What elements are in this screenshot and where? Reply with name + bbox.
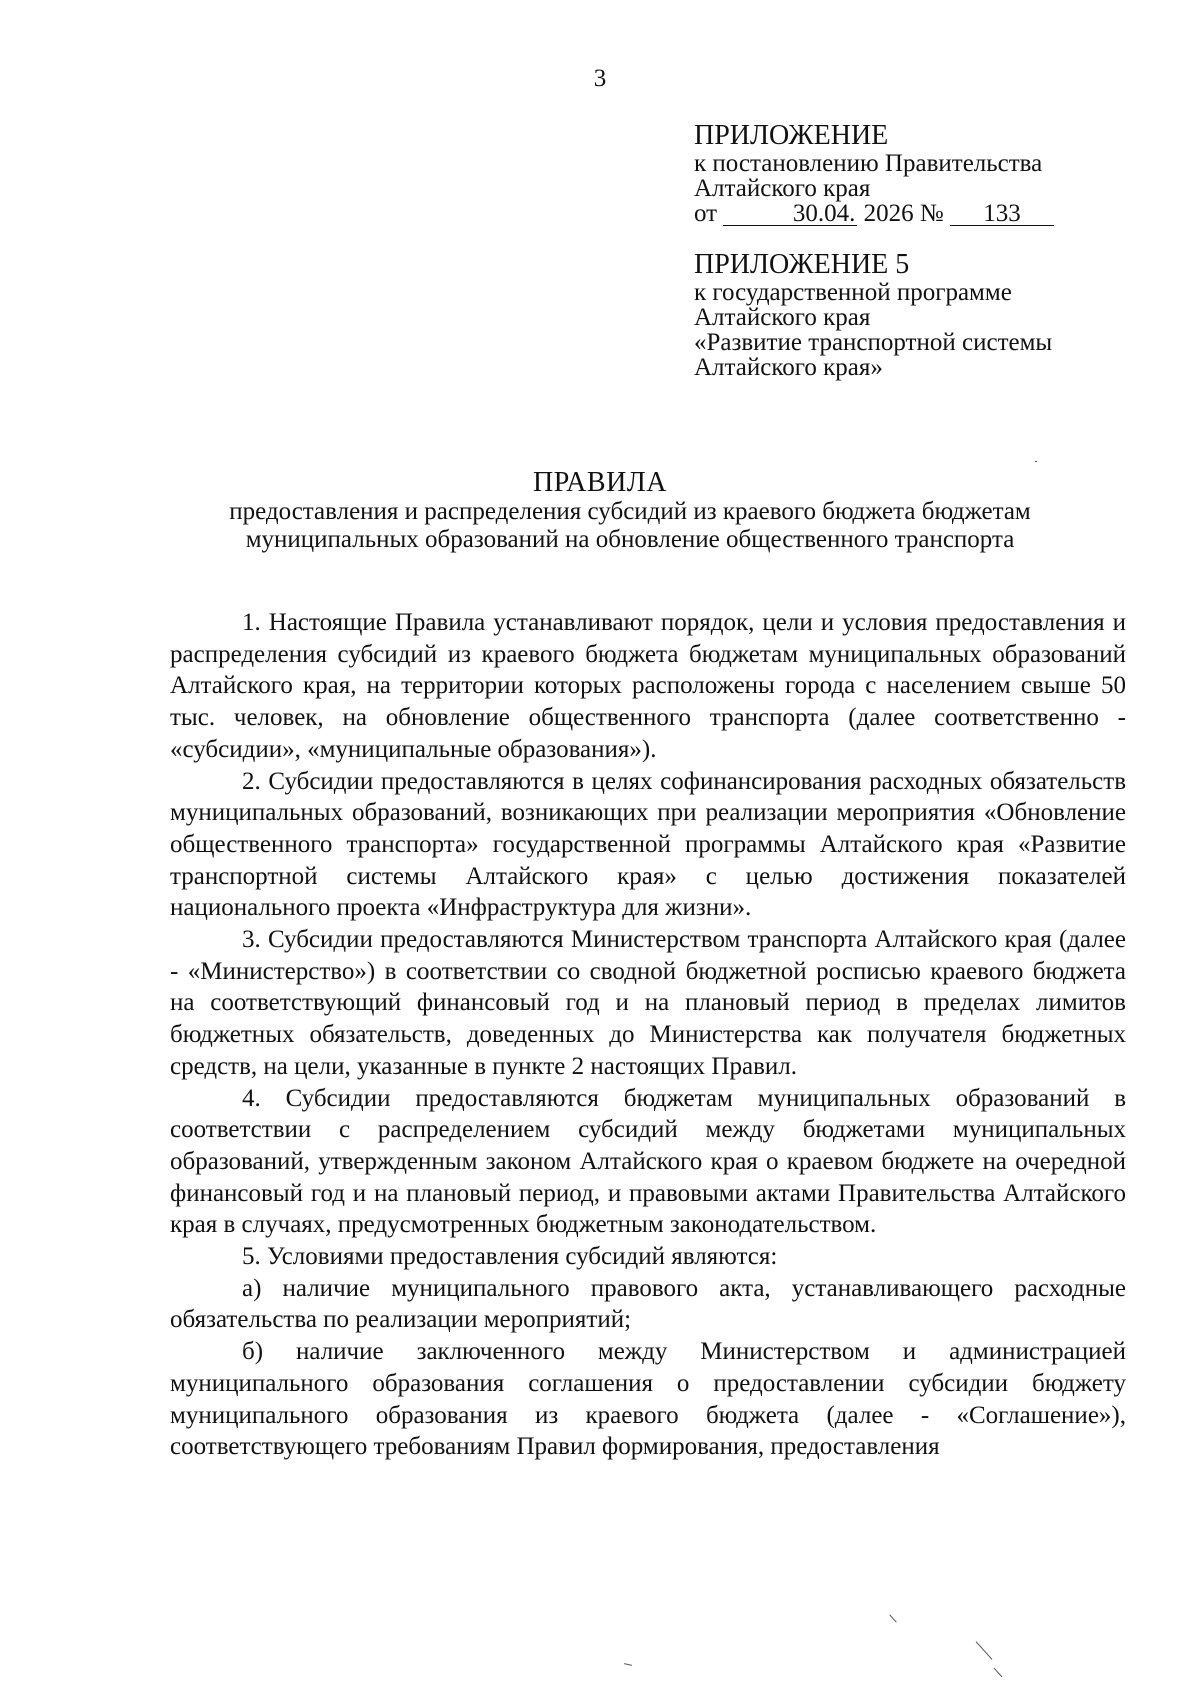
- paragraph-3: 3. Субсидии предоставляются Министерством транспорта Алтайского края (далее - «Министерство») в соответствии со сводной бюджетной росписью краевого бюджета на соответствующий финансовый год и на плановый период в пределах лимитов бюджетных обязательств, доведенных до Министерства как получателя бюджетных средств, на цели, указанные в пункте 2 настоящих Правил.: [170, 926, 1126, 1080]
- annex-line: Алтайского края»: [694, 354, 883, 381]
- rules-title: ПРАВИЛА: [532, 467, 668, 498]
- decree-date-line: [694, 201, 1054, 226]
- date-prefix: от: [694, 200, 718, 227]
- annex-line: Алтайского края: [694, 175, 871, 202]
- annex-heading: ПРИЛОЖЕНИЕ: [694, 120, 889, 151]
- annex-line: Алтайского края: [694, 304, 871, 331]
- decree-number: 133: [950, 203, 1054, 226]
- annex-state-program: [694, 250, 1052, 380]
- paragraph-4: 4. Субсидии предоставляются бюджетам муниципальных образований в соответствии с распределением субсидий между бюджетами муниципальных образований, утвержденным законом Алтайского края о краевом бюджете на очередной финансовый год и на плановый период, и правовыми актами Правительства Алтайского края в случаях, предусмотренных бюджетным законодательством.: [170, 1084, 1126, 1239]
- paragraph-5: 5. Условиями предоставления субсидий являются:: [242, 1243, 778, 1271]
- decree-date: 30.04.: [723, 203, 857, 226]
- paragraph-5a: а) наличие муниципального правового акта, устанавливающего расходные обязательства по реализации мероприятий;: [170, 1274, 1126, 1334]
- paragraph-5b: б) наличие заключенного между Министерством и администрацией муниципального образования соглашения о предоставлении субсидии бюджету муниципального образования из краевого бюджета (далее - «Соглашение»), соответствующего требованиям Правил формирования, предоставления: [170, 1338, 1126, 1461]
- scan-speck: [976, 1641, 993, 1660]
- rules-subtitle: предоставления и распределения субсидий из краевого бюджета бюджетам муниципальных образований на обновление общественного транспорта: [229, 498, 1031, 553]
- annex-line: «Развитие транспортной системы: [694, 329, 1053, 356]
- annex-line: к государственной программе: [694, 279, 1012, 306]
- annex-heading: ПРИЛОЖЕНИЕ 5: [694, 249, 910, 280]
- paragraph-2: 2. Субсидии предоставляются в целях софинансирования расходных обязательств муниципальных образований, возникающих при реализации мероприятия «Обновление общественного транспорта» государственной программы Алтайского края «Развитие транспортной системы Алтайского края» с целью достижения показателей национального проекта «Инфраструктура для жизни».: [170, 767, 1126, 922]
- scan-speck: [994, 1668, 1003, 1678]
- annex-government-decree: [694, 121, 1054, 226]
- document-body: [170, 607, 1126, 1463]
- decree-year: 2026: [863, 200, 914, 227]
- scan-speck: [1035, 461, 1037, 462]
- page-number: 3: [593, 65, 607, 92]
- scan-speck: [624, 1663, 632, 1666]
- scan-speck: [889, 1614, 896, 1622]
- number-sign: №: [919, 200, 944, 227]
- annex-line: к постановлению Правительства: [694, 150, 1043, 177]
- paragraph-1: 1. Настоящие Правила устанавливают порядок, цели и условия предоставления и распределения субсидий из краевого бюджета бюджетам муниципальных образований Алтайского края, на территории которых расположены города с населением свыше 50 тыс. человек, на обновление общественного транспорта (далее соответственно - «субсидии», «муниципальные образования»).: [170, 609, 1126, 763]
